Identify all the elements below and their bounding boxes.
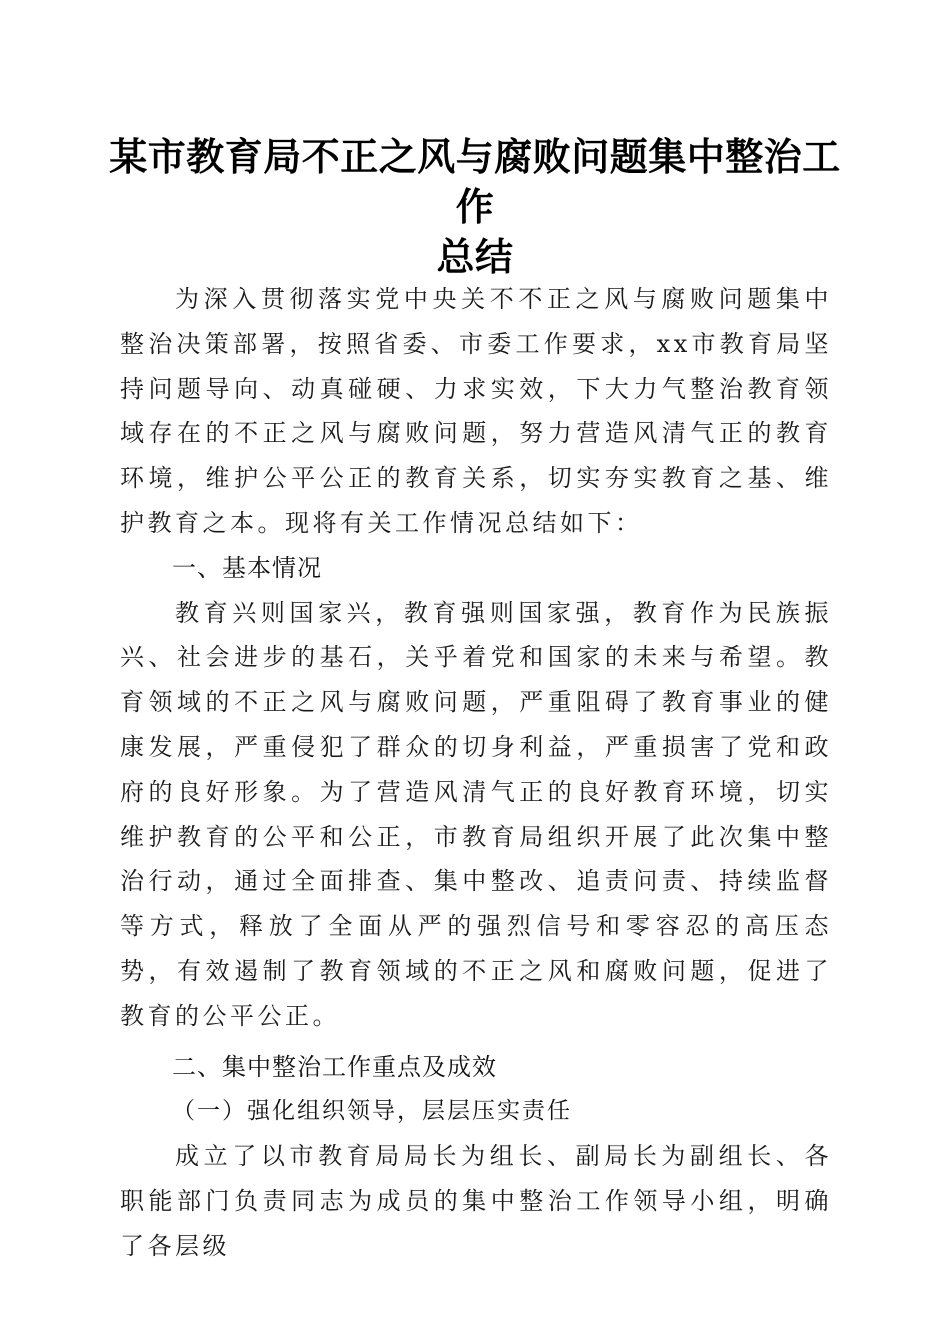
section-heading-basic-situation: 一、基本情况 — [172, 553, 322, 582]
section-basic-situation-paragraph: 教育兴则国家兴，教育强则国家强，教育作为民族振兴、社会进步的基石，关乎着党和国家的未来与希望。教育领域的不正之风与腐败问题，严重阻碍了教育事业的健康发展，严重侵犯了群众的切身利益，严重损害了党和政府的良好形象。为了营造风清气正的良好教育环境，切实维护教育的公平和公正，市教育局组织开展了此次集中整治行动，通过全面排查、集中整改、追责问责、持续监督等方式，释放了全面从严的强烈信号和零容忍的高压态势，有效遏制了教育领域的不正之风和腐败问题，促进了教育的公平公正。 — [120, 598, 832, 1030]
title-line-2: 总结 — [436, 234, 514, 279]
document-title — [100, 132, 850, 282]
section-heading-key-work: 二、集中整治工作重点及成效 — [172, 1052, 497, 1081]
intro-paragraph: 为深入贯彻落实党中央关不不正之风与腐败问题集中整治决策部署，按照省委、市委工作要求，xx市教育局坚持问题导向、动真碰硬、力求实效，下大力气整治教育领域存在的不正之风与腐败问题，努力营造风清气正的教育环境，维护公平公正的教育关系，切实夯实教育之基、维护教育之本。现将有关工作情况总结如下： — [120, 285, 832, 537]
document-body — [120, 277, 832, 1269]
subsection-leadership-paragraph: 成立了以市教育局局长为组长、副局长为副组长、各职能部门负责同志为成员的集中整治工作领导小组，明确了各层级 — [120, 1142, 832, 1260]
title-line-1: 某市教育局不正之风与腐败问题集中整治工作 — [109, 134, 841, 229]
subsection-heading-leadership: （一）强化组织领导，层层压实责任 — [172, 1098, 572, 1125]
